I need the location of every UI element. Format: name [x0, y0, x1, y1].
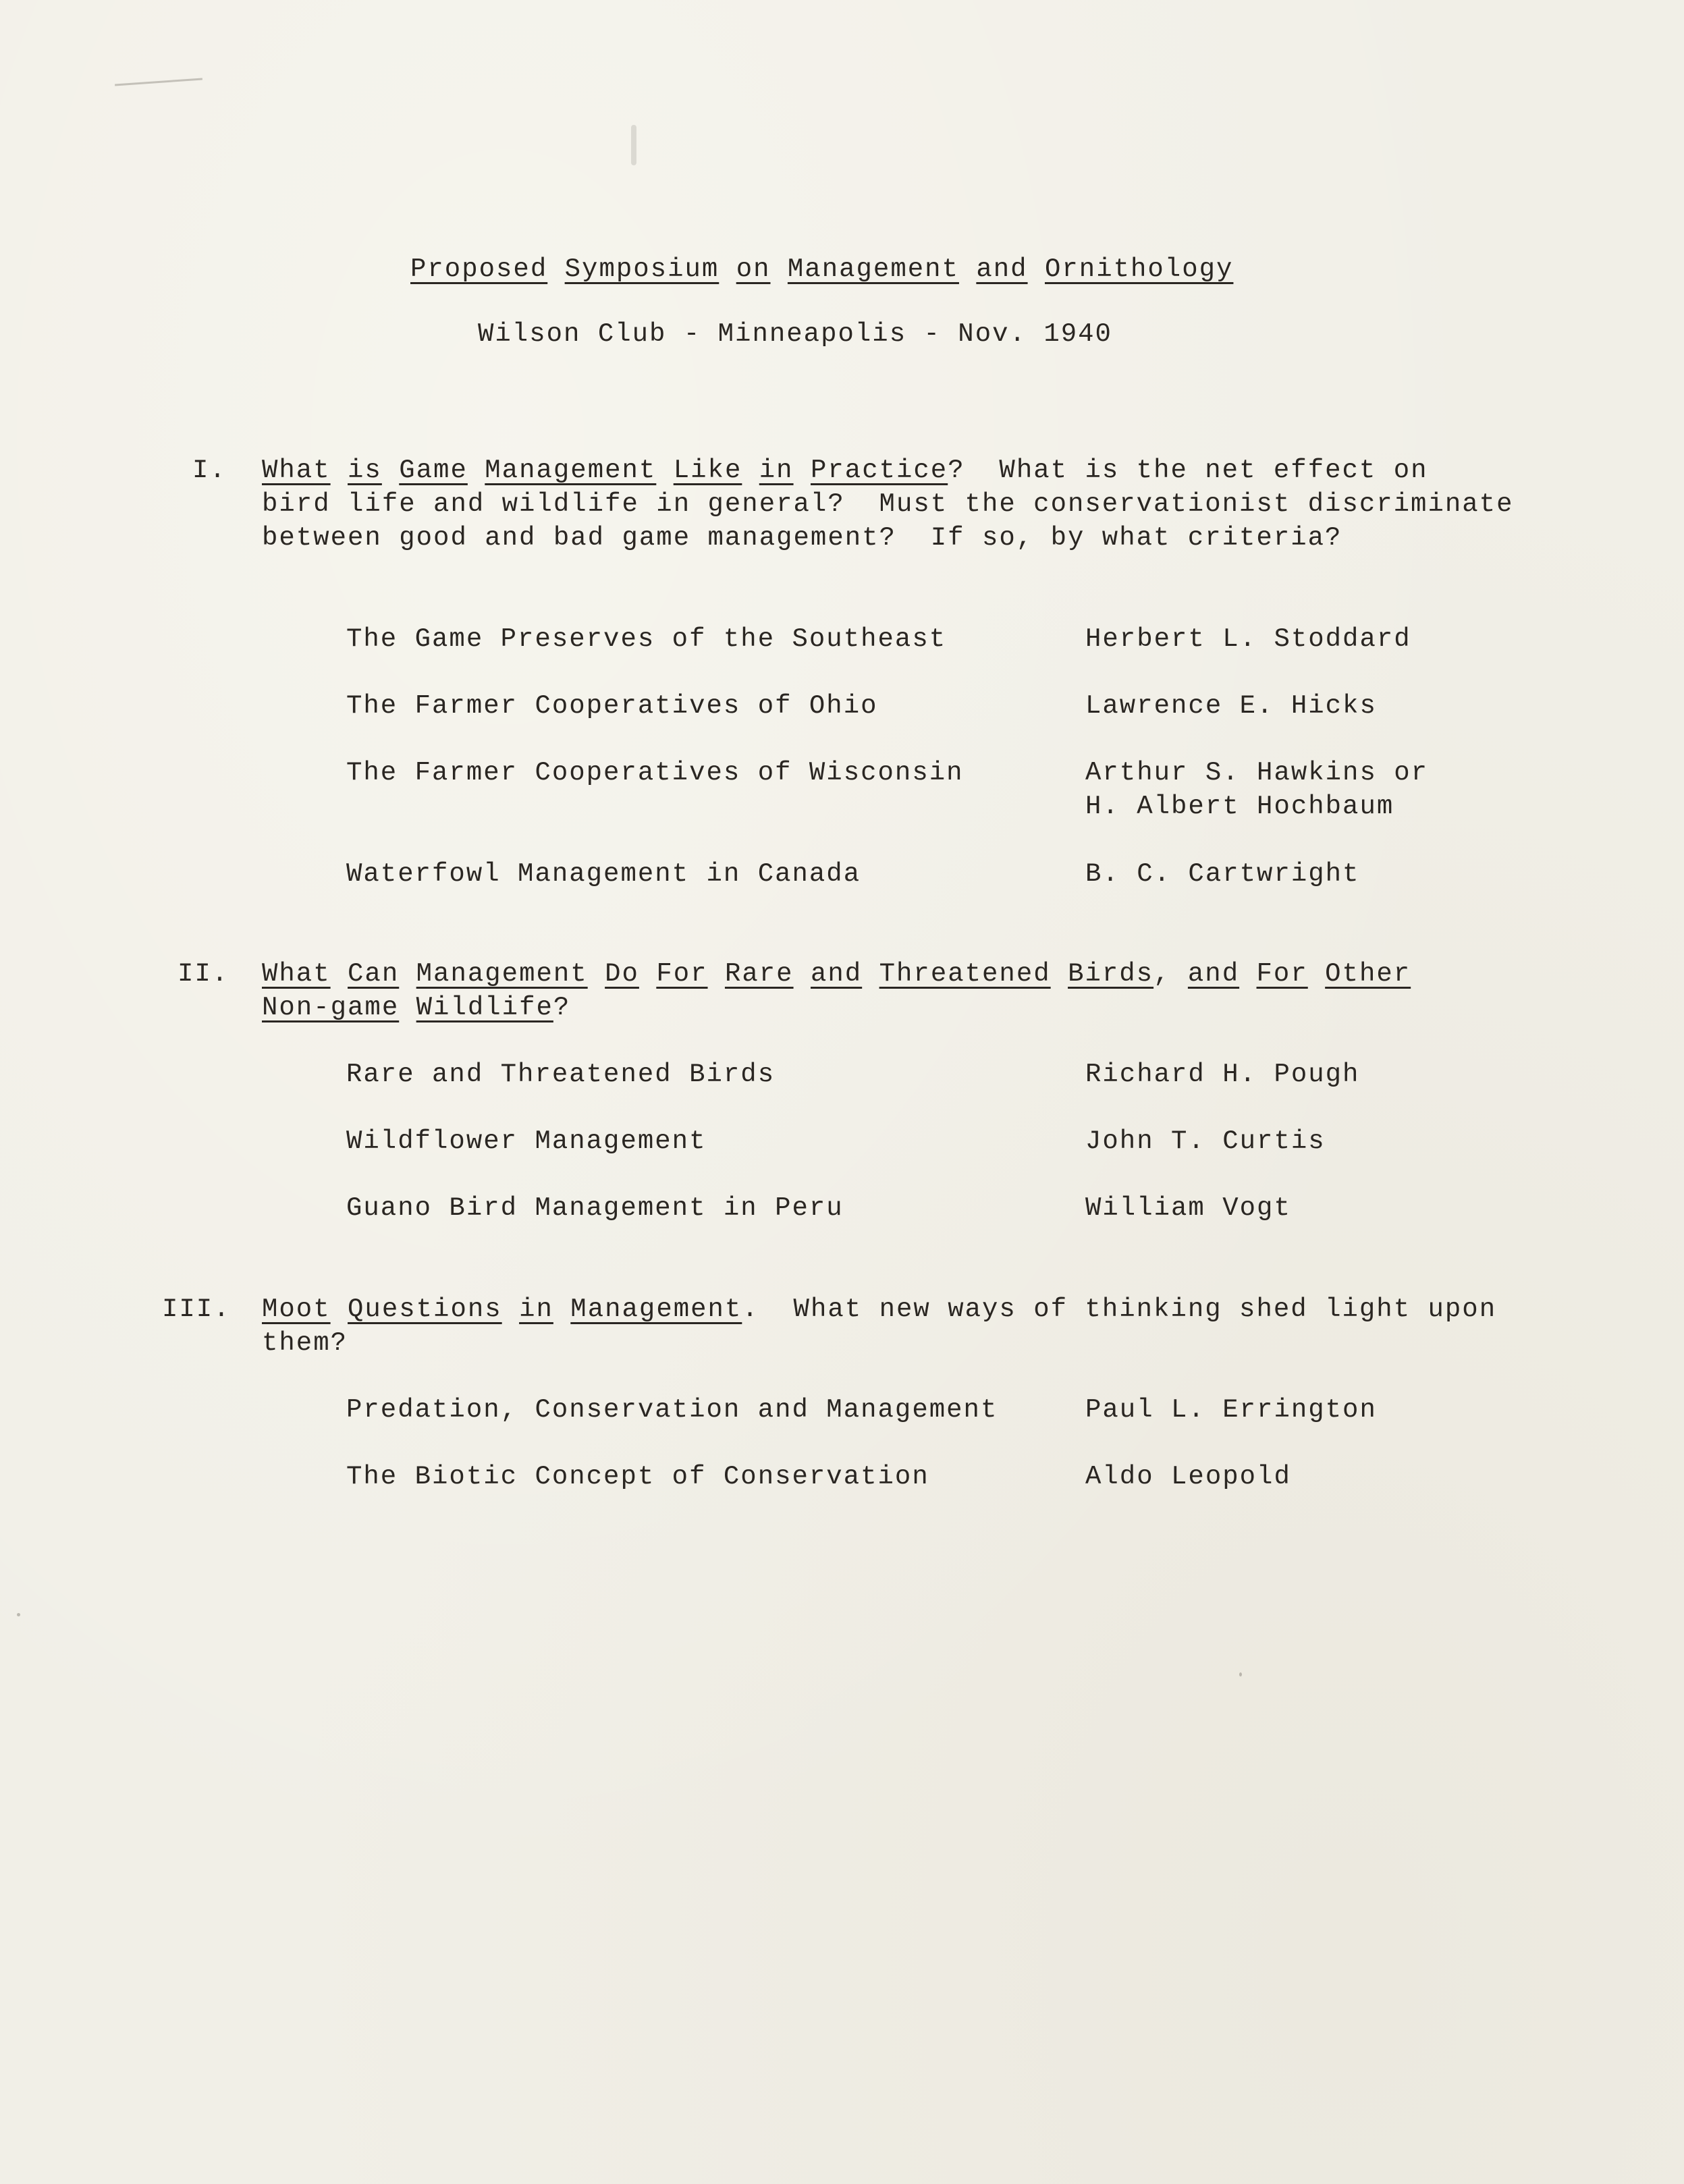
section-heading-continued: Non-game Wildlife? [262, 993, 571, 1022]
talk-title: Wildflower Management [346, 1126, 707, 1156]
talk-speaker: Richard H. Pough [1085, 1060, 1360, 1089]
section-numeral: I. [192, 456, 227, 485]
talk-title: Guano Bird Management in Peru [346, 1193, 844, 1223]
section-text-line: between good and bad game management? If so, by what criteria? [262, 523, 1342, 553]
talk-speaker: Arthur S. Hawkins or [1085, 758, 1429, 788]
talk-speaker: Lawrence E. Hicks [1085, 691, 1377, 721]
talk-speaker: Aldo Leopold [1085, 1462, 1291, 1492]
talk-title: The Farmer Cooperatives of Wisconsin [346, 758, 964, 788]
ink-speck [1239, 1672, 1242, 1676]
talk-title: Waterfowl Management in Canada [346, 859, 861, 889]
talk-title: Predation, Conservation and Management [346, 1395, 998, 1425]
section-numeral: III. [162, 1294, 231, 1324]
section-text-line: them? [262, 1328, 348, 1358]
talk-speaker: B. C. Cartwright [1085, 859, 1360, 889]
section-heading: What is Game Management Like in Practice? What is the net effect on [262, 456, 1428, 485]
talk-title: The Game Preserves of the Southeast [346, 624, 947, 654]
document-title: Proposed Symposium on Management and Ornithology [410, 254, 1234, 284]
talk-title: Rare and Threatened Birds [346, 1060, 776, 1089]
section-text-line: bird life and wildlife in general? Must the conservationist discriminate [262, 489, 1514, 519]
section-heading: What Can Management Do For Rare and Threatened Birds, and For Other [262, 959, 1411, 989]
talk-speaker: John T. Curtis [1085, 1126, 1326, 1156]
section-heading: Moot Questions in Management. What new ways of thinking shed light upon [262, 1294, 1497, 1324]
talk-title: The Farmer Cooperatives of Ohio [346, 691, 878, 721]
talk-speaker: Paul L. Errington [1085, 1395, 1377, 1425]
talk-title: The Biotic Concept of Conservation [346, 1462, 929, 1492]
section-numeral: II. [178, 959, 229, 989]
ink-speck [17, 1613, 20, 1616]
talk-speaker: William Vogt [1085, 1193, 1291, 1223]
talk-speaker-alternate: H. Albert Hochbaum [1085, 792, 1394, 821]
smudge-mark [631, 125, 636, 165]
talk-speaker: Herbert L. Stoddard [1085, 624, 1411, 654]
document-subtitle: Wilson Club - Minneapolis - Nov. 1940 [478, 319, 1112, 349]
pencil-mark [115, 78, 202, 86]
